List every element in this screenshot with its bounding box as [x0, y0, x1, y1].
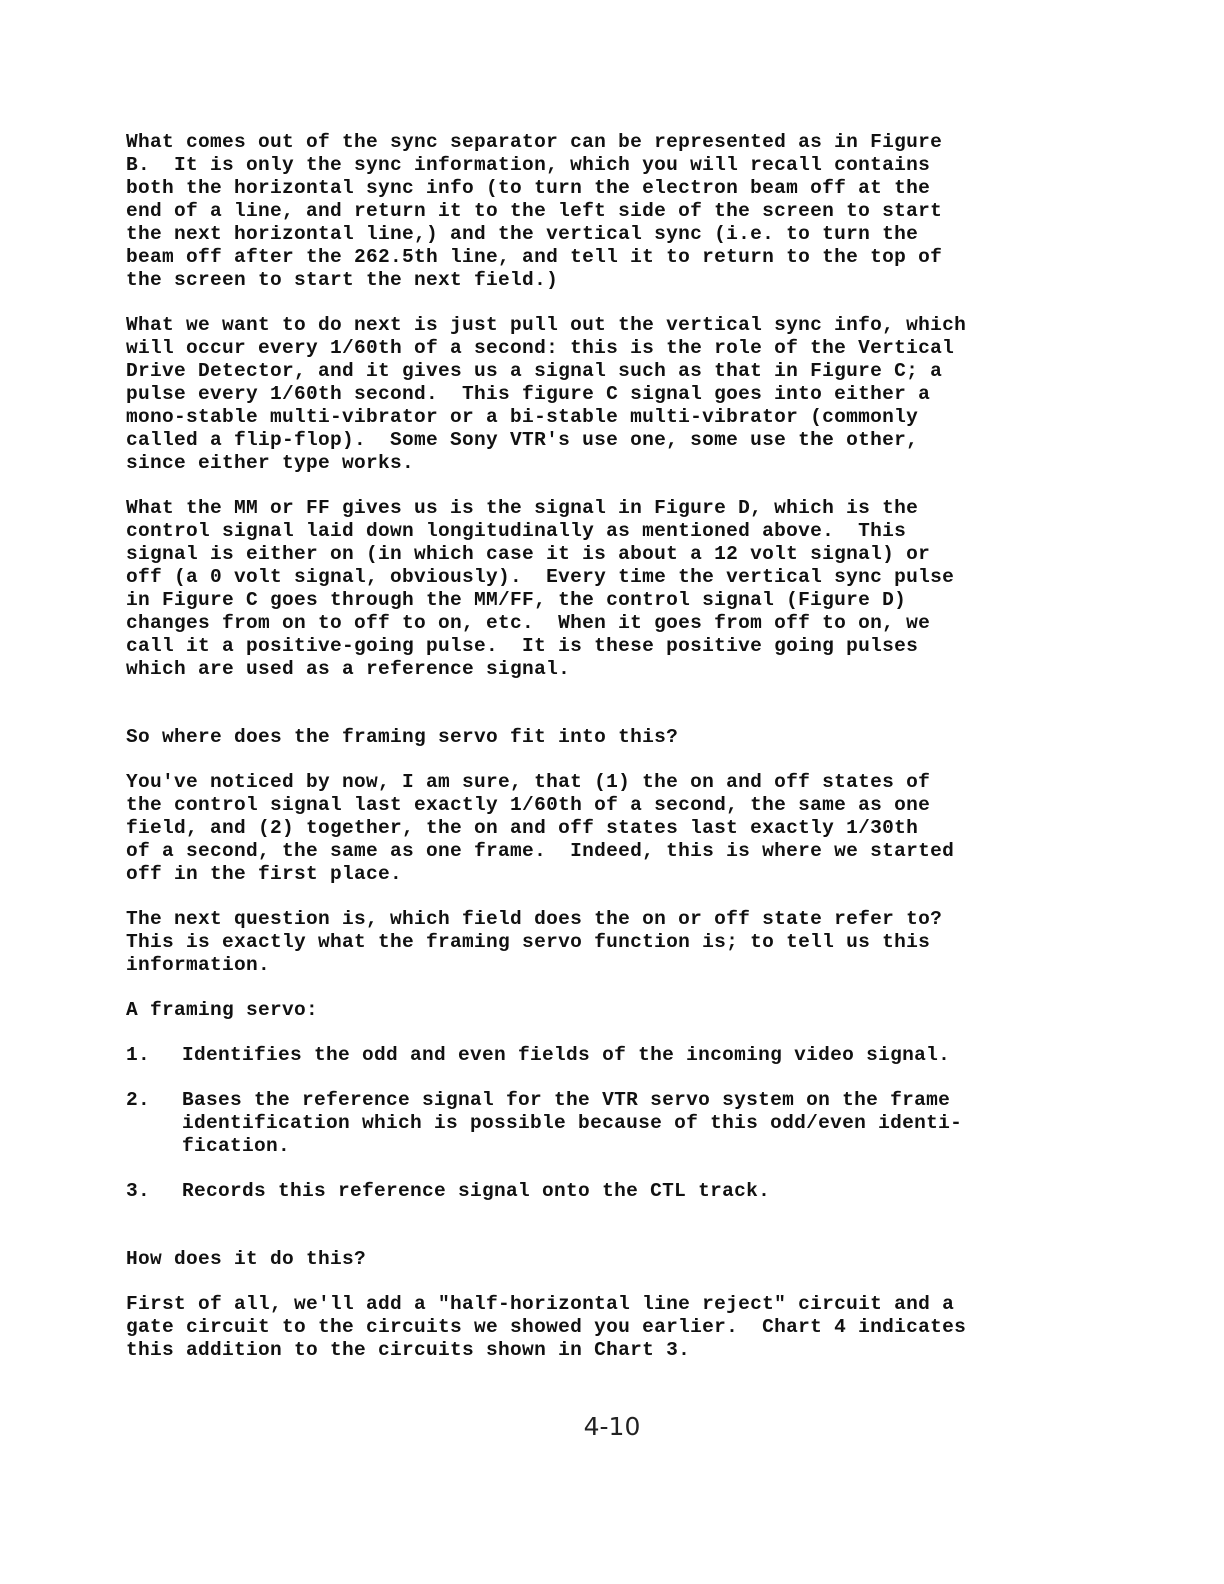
paragraph-on-off-states: You've noticed by now, I am sure, that (1) the on and off states of the control signal last exactly 1/60th of a second, the same as one field, and (2) together, the on and off states last exactly 1/30th of a second, the same as one frame. Indeed, this is where we started off in the first place. [126, 771, 955, 885]
paragraph-framing-question: So where does the framing servo fit into this? [126, 726, 679, 748]
paragraph-vertical-sync: What we want to do next is just pull out the vertical sync info, which will occur every 1/60th of a second: this is the role of the Vertical Drive Detector, and it gives us a signal such as that in Figure C; a pulse every 1/60th second. This figure C signal goes into either a mono-stable multi-vibrator or a bi-stable multi-vibrator (commonly called a flip-flop). Some Sony VTR's use one, some use the other, since either type works. [126, 314, 967, 474]
list-item-text: Records this reference signal onto the CTL track. [182, 1180, 771, 1202]
list-item [126, 1044, 1096, 1067]
paragraph-which-field: The next question is, which field does the on or off state refer to? This is exactly what the framing servo function is; to tell us this information. [126, 908, 943, 976]
list-item-number: 1. [126, 1044, 151, 1066]
paragraph-sync-separator: What comes out of the sync separator can be represented as in Figure B. It is only the sync information, which you will recall contains both the horizontal sync info (to turn the electron beam off at the end of a line, and return it to the left side of the screen to start the next horizontal line,) and the vertical sync (i.e. to turn the beam off after the 262.5th line, and tell it to return to the top of the screen to start the next field.) [126, 131, 943, 291]
paragraph-how-question: How does it do this? [126, 1248, 367, 1270]
section-gap [126, 703, 1096, 726]
list-item-text: Bases the reference signal for the VTR servo system on the frame identification which is possible because of this odd/even identi- fication. [182, 1089, 963, 1157]
list-item [126, 1180, 1096, 1203]
document-body [126, 131, 1096, 1384]
list-item [126, 1089, 1096, 1158]
section-gap [126, 1225, 1096, 1248]
list-item-number: 3. [126, 1180, 151, 1202]
list-item-text: Identifies the odd and even fields of the incoming video signal. [182, 1044, 951, 1066]
paragraph-control-signal: What the MM or FF gives us is the signal in Figure D, which is the control signal laid down longitudinally as mentioned above. This signal is either on (in which case it is about a 12 volt signal) or off (a 0 volt signal, obviously). Every time the vertical sync pulse in Figure C goes through the MM/FF, the control signal (Figure D) changes from on to off to on, etc. When it goes from off to on, we call it a positive-going pulse. It is these positive going pulses which are used as a reference signal. [126, 497, 955, 680]
paragraph-list-intro: A framing servo: [126, 999, 319, 1021]
page-number: 4-10 [583, 1412, 641, 1441]
list-item-number: 2. [126, 1089, 151, 1111]
paragraph-chart-reference: First of all, we'll add a "half-horizontal line reject" circuit and a gate circuit to the circuits we showed you earlier. Chart 4 indicates this addition to the circuits shown in Chart 3. [126, 1293, 967, 1361]
